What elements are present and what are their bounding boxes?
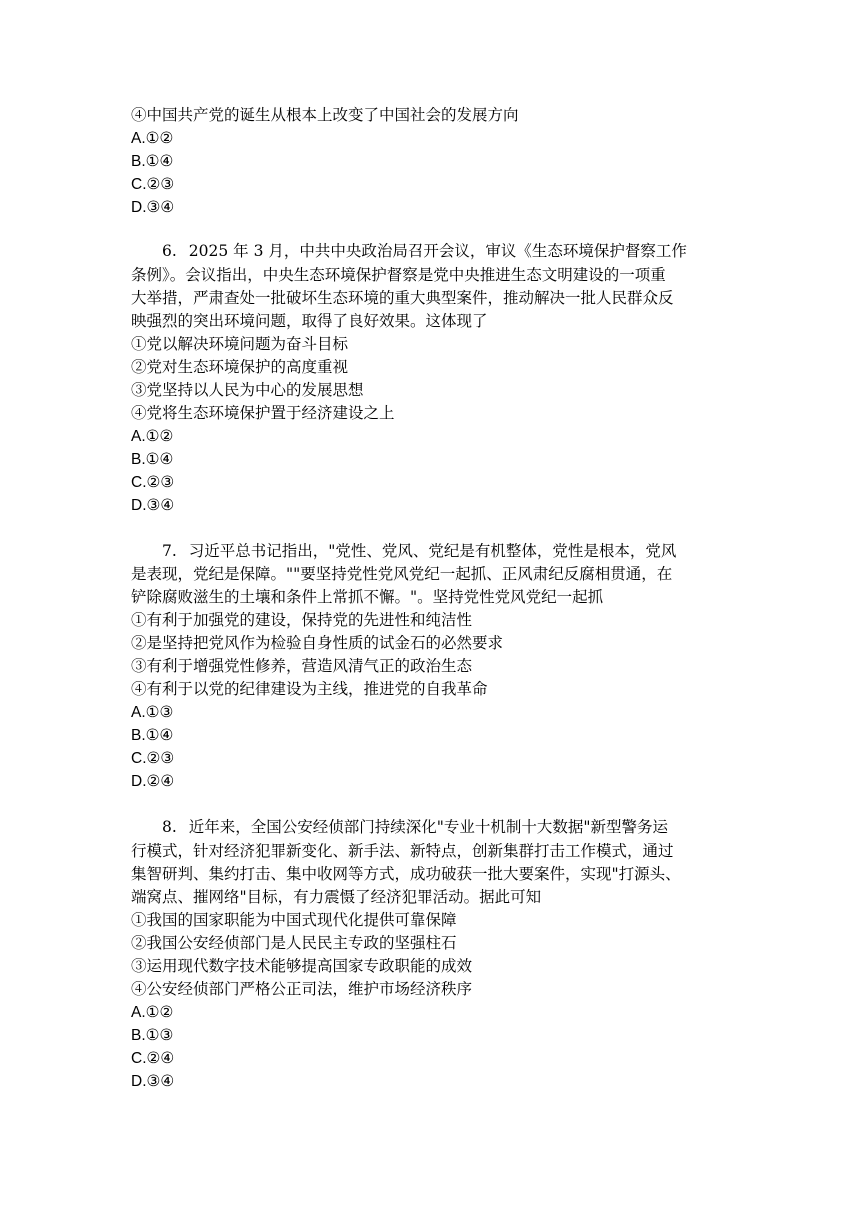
option-d: D.③④ — [131, 496, 175, 514]
question-7 — [131, 540, 731, 794]
option-a: A.①② — [131, 130, 174, 147]
option-d: D.③④ — [131, 1072, 175, 1090]
statement: ①我国的国家职能为中国式现代化提供可靠保障 — [131, 910, 457, 929]
option-c: C.②③ — [131, 176, 175, 193]
question-stem-line: 7. 习近平总书记指出，"党性、党风、党纪是有机整体，党性是根本，党风 — [162, 541, 677, 560]
option-d: D.③④ — [131, 199, 175, 216]
option-a: A.①② — [131, 1003, 174, 1021]
option-b: B.①④ — [131, 450, 174, 468]
statement: ②是坚持把党风作为检验自身性质的试金石的必然要求 — [131, 634, 504, 652]
question-number: 6. — [162, 242, 177, 260]
option-b: B.①④ — [131, 153, 174, 170]
statement: ①党以解决环境问题为奋斗目标 — [131, 334, 349, 353]
question-stem-line: 行模式，针对经济犯罪新变化、新手法、新特点，创新集群打击工作模式，通过 — [131, 841, 674, 860]
statement: ④党将生态环境保护置于经济建设之上 — [131, 403, 395, 422]
question-stem-line: 大举措，严肃查处一批破坏生态环境的重大典型案件，推动解决一批人民群众反 — [131, 288, 674, 307]
option-b: B.①③ — [131, 1026, 174, 1044]
document-page — [131, 104, 731, 1093]
question-number: 8. — [162, 818, 177, 836]
statement: ②党对生态环境保护的高度重视 — [131, 357, 349, 376]
question-stem-line: 6. 2025 年 3 月，中共中央政治局召开会议，审议《生态环境保护督察工作 — [162, 242, 687, 260]
option-c: C.②④ — [131, 1049, 175, 1067]
option-a: A.①③ — [131, 704, 174, 721]
option-b: B.①④ — [131, 727, 174, 744]
question-stem-line: 映强烈的突出环境问题，取得了良好效果。这体现了 — [131, 311, 488, 330]
question-8 — [131, 816, 731, 1093]
statement: ④有利于以党的纪律建设为主线，推进党的自我革命 — [131, 680, 488, 698]
question-stem-line: 是表现，党纪是保障。""要坚持党性党风党纪一起抓、正风肃纪反腐相贯通，在 — [131, 565, 673, 583]
question-stem-line: 条例》。会议指出，中央生态环境保护督察是党中央推进生态文明建设的一项重 — [131, 265, 666, 284]
statement: ③运用现代数字技术能够提高国家专政职能的成效 — [131, 956, 473, 975]
question-6 — [131, 240, 731, 517]
option-c: C.②③ — [131, 750, 175, 767]
statement: ③党坚持以人民为中心的发展思想 — [131, 380, 364, 399]
question-stem-line: 端窝点、摧网络"目标，有力震慑了经济犯罪活动。据此可知 — [131, 887, 542, 906]
question-stem-line: 集智研判、集约打击、集中收网等方式，成功破获一批大要案件，实现"打源头、 — [131, 864, 681, 883]
statement: ④公安经侦部门严格公正司法，维护市场经济秩序 — [131, 979, 473, 998]
option-d: D.②④ — [131, 773, 175, 790]
question-stem-line: 铲除腐败滋生的土壤和条件上常抓不懈。"。坚持党性党风党纪一起抓 — [131, 588, 604, 606]
statement: ④中国共产党的诞生从根本上改变了中国社会的发展方向 — [131, 106, 519, 124]
question-number: 7. — [162, 541, 177, 560]
question-stem-line: 8. 近年来，全国公安经侦部门持续深化"专业十机制十大数据"新型警务运 — [162, 818, 669, 836]
statement: ③有利于增强党性修养，营造风清气正的政治生态 — [131, 657, 473, 675]
option-a: A.①② — [131, 427, 174, 445]
statement: ②我国公安经侦部门是人民民主专政的坚强柱石 — [131, 933, 457, 952]
option-c: C.②③ — [131, 473, 175, 491]
statement: ①有利于加强党的建设，保持党的先进性和纯洁性 — [131, 611, 473, 629]
prev-question — [131, 104, 731, 219]
